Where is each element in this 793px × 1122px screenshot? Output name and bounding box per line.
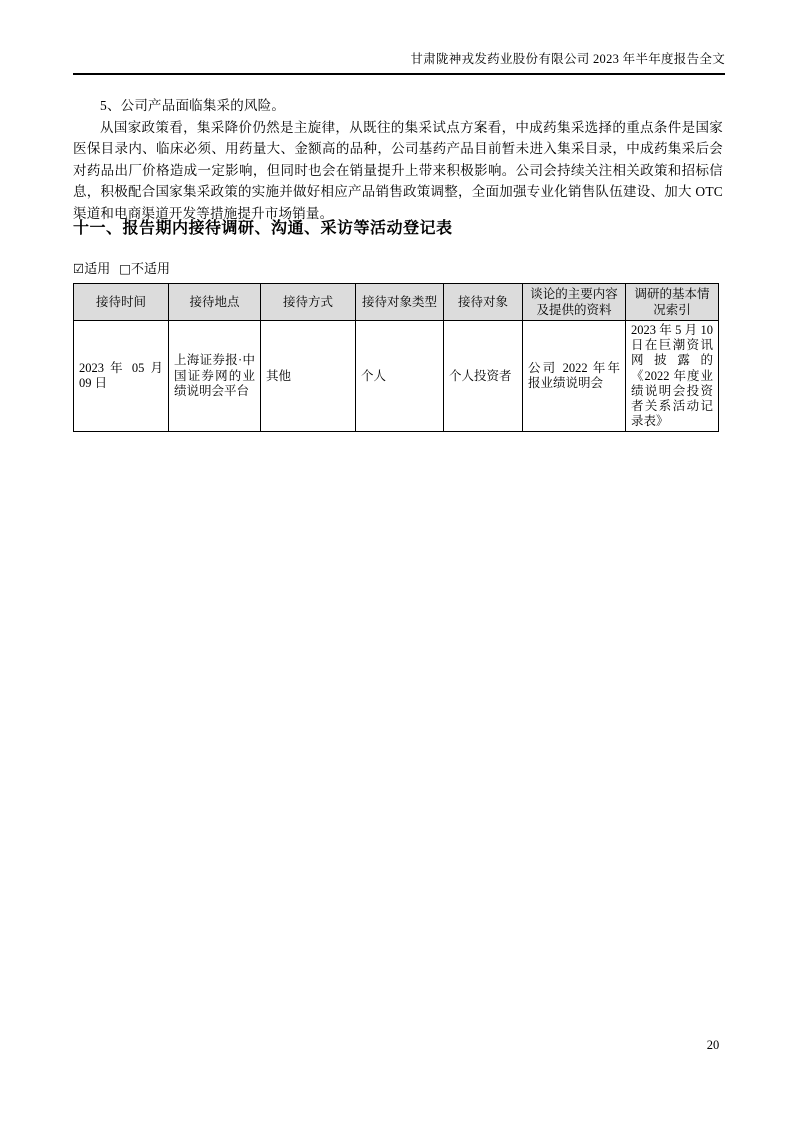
table-row [74, 321, 719, 432]
table-header-row [74, 284, 719, 321]
col-header-object-type: 接待对象类型 [356, 284, 444, 321]
header-rule [73, 73, 725, 75]
cell-reception-place: 上海证券报·中国证券网的业绩说明会平台 [169, 321, 261, 432]
col-header-reception-time: 接待时间 [74, 284, 169, 321]
cell-discussion-content: 公司 2022 年年报业绩说明会 [523, 321, 626, 432]
page-number: 20 [706, 1038, 720, 1052]
applicable-line [73, 261, 723, 277]
cell-reception-time: 2023 年 05 月 09 日 [74, 321, 169, 432]
col-header-discussion-content: 谈论的主要内容及提供的资料 [523, 284, 626, 321]
col-header-reception-method: 接待方式 [261, 284, 356, 321]
cell-reception-method: 其他 [261, 321, 356, 432]
page-header-title: 甘肃陇神戎发药业股份有限公司 2023 年半年度报告全文 [410, 52, 725, 66]
risk-section [73, 95, 723, 225]
reception-activity-table [73, 283, 719, 432]
cell-object-type: 个人 [356, 321, 444, 432]
risk-item-heading: 5、公司产品面临集采的风险。 [100, 98, 286, 113]
risk-paragraph: 从国家政策看，集采降价仍然是主旋律，从既往的集采试点方案看，中成药集采选择的重点条件是国家医保目录内、临床必须、用药量大、金额高的品种，公司基药产品目前暂未进入集采目录，中成药集采后会对药品出厂价格造成一定影响，但同时也会在销量提升上带来积极影响。公司会持续关注相关政策和招标信息，积极配合国家集采政策的实施并做好相应产品销售政策调整，全面加强专业化销售队伍建设、加大 OTC 渠道和电商渠道开发等措施提升市场销量。 [73, 119, 723, 221]
col-header-reception-place: 接待地点 [169, 284, 261, 321]
checkbox-unchecked-icon: □ [119, 261, 132, 276]
applicable-option [73, 261, 110, 276]
checkbox-checked-icon: ☑ [73, 261, 85, 276]
cell-survey-index: 2023 年 5 月 10 日在巨潮资讯网披露的《2022 年度业绩说明会投资者关系活动记录表》 [626, 321, 719, 432]
col-header-survey-index: 调研的基本情况索引 [626, 284, 719, 321]
cell-object: 个人投资者 [444, 321, 523, 432]
col-header-object: 接待对象 [444, 284, 523, 321]
not-applicable-label: 不适用 [131, 261, 171, 276]
not-applicable-option [119, 261, 170, 276]
applicable-label: 适用 [84, 261, 111, 276]
section-heading: 十一、报告期内接待调研、沟通、采访等活动登记表 [73, 220, 453, 237]
